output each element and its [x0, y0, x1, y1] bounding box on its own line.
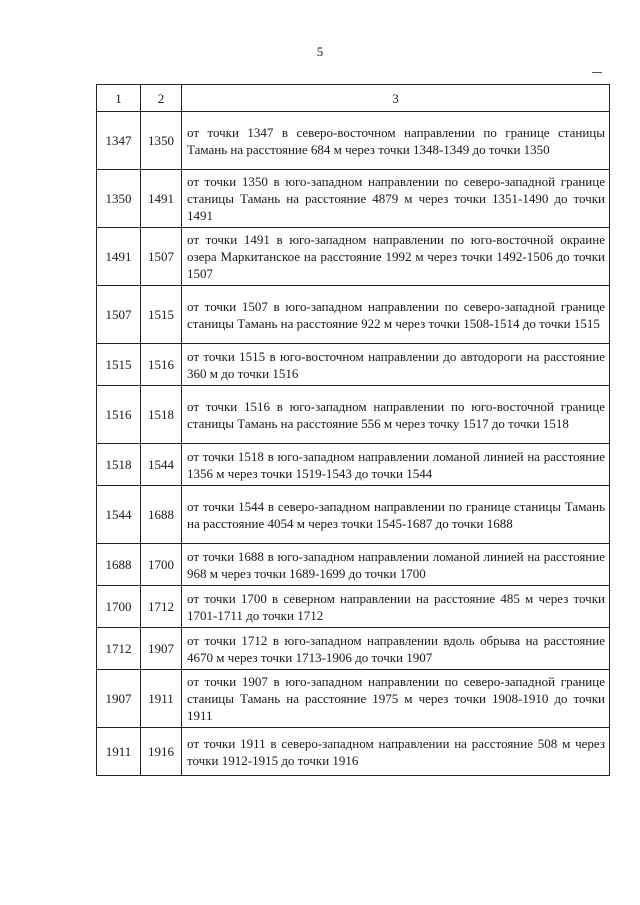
description-cell: от точки 1491 в юго-западном направлении по юго-восточной окраине озера Маркитанское на расстояние 1992 м через точки 1492-1506 до точки 1507 [182, 228, 610, 286]
column-header-from: 1 [97, 85, 141, 112]
to-point-cell: 1518 [141, 386, 182, 444]
description-cell: от точки 1688 в юго-западном направлении ломаной линией на расстояние 968 м через точки 1689-1699 до точки 1700 [182, 544, 610, 586]
table-row [97, 728, 610, 776]
to-point-cell: 1350 [141, 112, 182, 170]
to-point-cell: 1515 [141, 286, 182, 344]
from-point-cell: 1516 [97, 386, 141, 444]
from-point-cell: 1544 [97, 486, 141, 544]
description-cell: от точки 1515 в юго-восточном направлении до автодороги на расстояние 360 м до точки 1516 [182, 344, 610, 386]
column-header-description: 3 [182, 85, 610, 112]
from-point-cell: 1700 [97, 586, 141, 628]
table-row [97, 286, 610, 344]
table-row [97, 170, 610, 228]
from-point-cell: 1350 [97, 170, 141, 228]
to-point-cell: 1700 [141, 544, 182, 586]
table-row [97, 586, 610, 628]
description-cell: от точки 1350 в юго-западном направлении по северо-западной границе станицы Тамань на расстояние 4879 м через точки 1351-1490 до точки 1491 [182, 170, 610, 228]
description-cell: от точки 1516 в юго-западном направлении по юго-восточной границе станицы Тамань на расстояние 556 м через точку 1517 до точки 1518 [182, 386, 610, 444]
from-point-cell: 1347 [97, 112, 141, 170]
table-header-row [97, 85, 610, 112]
from-point-cell: 1712 [97, 628, 141, 670]
column-header-to: 2 [141, 85, 182, 112]
from-point-cell: 1518 [97, 444, 141, 486]
table-row [97, 344, 610, 386]
description-cell: от точки 1907 в юго-западном направлении по северо-западной границе станицы Тамань на расстояние 1975 м через точки 1908-1910 до точки 1911 [182, 670, 610, 728]
description-cell: от точки 1911 в северо-западном направлении на расстояние 508 м через точки 1912-1915 до точки 1916 [182, 728, 610, 776]
to-point-cell: 1491 [141, 170, 182, 228]
corner-mark [592, 72, 602, 73]
description-cell: от точки 1518 в юго-западном направлении ломаной линией на расстояние 1356 м через точки 1519-1543 до точки 1544 [182, 444, 610, 486]
description-cell: от точки 1700 в северном направлении на расстояние 485 м через точки 1701-1711 до точки 1712 [182, 586, 610, 628]
table-row [97, 670, 610, 728]
to-point-cell: 1544 [141, 444, 182, 486]
to-point-cell: 1911 [141, 670, 182, 728]
description-cell: от точки 1507 в юго-западном направлении по северо-западной границе станицы Тамань на расстояние 922 м через точки 1508-1514 до точки 1515 [182, 286, 610, 344]
from-point-cell: 1491 [97, 228, 141, 286]
to-point-cell: 1688 [141, 486, 182, 544]
from-point-cell: 1911 [97, 728, 141, 776]
to-point-cell: 1907 [141, 628, 182, 670]
from-point-cell: 1507 [97, 286, 141, 344]
page-number: 5 [316, 44, 324, 59]
from-point-cell: 1688 [97, 544, 141, 586]
table-row [97, 228, 610, 286]
to-point-cell: 1916 [141, 728, 182, 776]
from-point-cell: 1907 [97, 670, 141, 728]
table-row [97, 444, 610, 486]
from-point-cell: 1515 [97, 344, 141, 386]
table-row [97, 544, 610, 586]
to-point-cell: 1712 [141, 586, 182, 628]
description-cell: от точки 1712 в юго-западном направлении вдоль обрыва на расстояние 4670 м через точки 1713-1906 до точки 1907 [182, 628, 610, 670]
description-cell: от точки 1544 в северо-западном направлении по границе станицы Тамань на расстояние 4054 м через точки 1545-1687 до точки 1688 [182, 486, 610, 544]
to-point-cell: 1516 [141, 344, 182, 386]
table-row [97, 628, 610, 670]
table-row [97, 486, 610, 544]
table-row [97, 112, 610, 170]
description-cell: от точки 1347 в северо-восточном направлении по границе станицы Тамань на расстояние 684 м через точки 1348-1349 до точки 1350 [182, 112, 610, 170]
boundary-table [96, 84, 610, 776]
table-row [97, 386, 610, 444]
to-point-cell: 1507 [141, 228, 182, 286]
